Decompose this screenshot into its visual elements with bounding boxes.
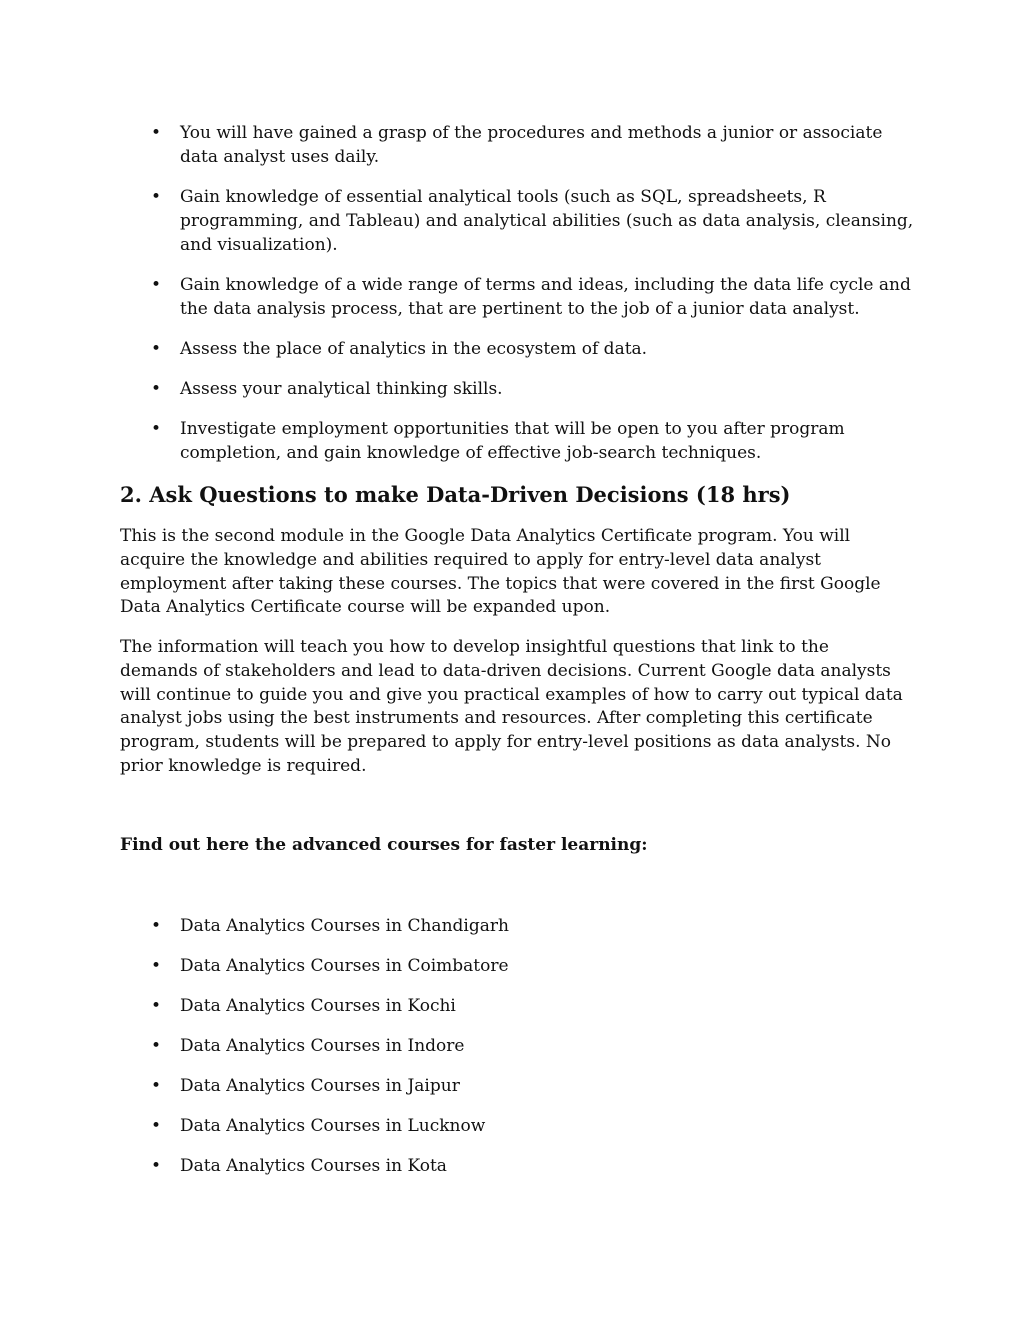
list-item — [0, 994, 1024, 1018]
bullet-icon: • — [151, 956, 162, 976]
list-item — [0, 954, 1024, 978]
bullet-icon: • — [151, 996, 162, 1016]
list-item-text: Gain knowledge of essential analytical tools (such as SQL, spreadsheets, R programming, and Tableau) and analytical abilities (such as data analysis, cleansing, and visualization). — [180, 187, 914, 255]
bullet-icon: • — [151, 187, 162, 207]
course-link[interactable]: Data Analytics Courses in Kota — [180, 1156, 447, 1176]
list-item — [0, 1074, 1024, 1098]
list-item — [0, 337, 1024, 361]
outcomes-list — [0, 121, 1024, 481]
course-link[interactable]: Data Analytics Courses in Indore — [180, 1036, 465, 1056]
advanced-courses-heading: Find out here the advanced courses for faster learning: — [120, 835, 648, 855]
list-item — [0, 121, 1024, 169]
bullet-icon: • — [151, 123, 162, 143]
list-item — [0, 1154, 1024, 1178]
list-item-text: Assess your analytical thinking skills. — [180, 379, 503, 399]
bullet-icon: • — [151, 916, 162, 936]
course-link[interactable]: Data Analytics Courses in Chandigarh — [180, 916, 509, 936]
list-item-text: Gain knowledge of a wide range of terms and ideas, including the data life cycle and the data analysis process, that are pertinent to the job of a junior data analyst. — [180, 275, 911, 319]
bullet-icon: • — [151, 1156, 162, 1176]
section-paragraph-1: This is the second module in the Google Data Analytics Certificate program. You will acquire the knowledge and abilities required to apply for entry-level data analyst employment after taking these courses. The topics that were covered in the first Google Data Analytics Certificate course will be expanded upon. — [120, 526, 881, 618]
list-item — [0, 273, 1024, 321]
bullet-icon: • — [151, 1076, 162, 1096]
bullet-icon: • — [151, 1116, 162, 1136]
list-item — [0, 377, 1024, 401]
bullet-icon: • — [151, 419, 162, 439]
course-link[interactable]: Data Analytics Courses in Lucknow — [180, 1116, 486, 1136]
list-item-text: Assess the place of analytics in the ecosystem of data. — [180, 339, 648, 359]
course-link[interactable]: Data Analytics Courses in Kochi — [180, 996, 456, 1016]
bullet-icon: • — [151, 1036, 162, 1056]
list-item — [0, 1114, 1024, 1138]
bullet-icon: • — [151, 275, 162, 295]
bullet-icon: • — [151, 339, 162, 359]
list-item — [0, 914, 1024, 938]
bullet-icon: • — [151, 379, 162, 399]
list-item — [0, 417, 1024, 465]
list-item — [0, 1034, 1024, 1058]
section-heading: 2. Ask Questions to make Data-Driven Decisions (18 hrs) — [120, 482, 791, 507]
list-item-text: You will have gained a grasp of the procedures and methods a junior or associate data analyst uses daily. — [180, 123, 883, 167]
list-item-text: Investigate employment opportunities that will be open to you after program completion, and gain knowledge of effective job-search techniques. — [180, 419, 845, 463]
course-link[interactable]: Data Analytics Courses in Jaipur — [180, 1076, 460, 1096]
course-link[interactable]: Data Analytics Courses in Coimbatore — [180, 956, 509, 976]
section-paragraph-2: The information will teach you how to develop insightful questions that link to the demands of stakeholders and lead to data-driven decisions. Current Google data analysts will continue to guide you and give you practical examples of how to carry out typical data analyst jobs using the best instruments and resources. After completing this certificate program, students will be prepared to apply for entry-level positions as data analysts. No prior knowledge is required. — [120, 637, 903, 776]
course-links-list — [0, 914, 1024, 1194]
list-item — [0, 185, 1024, 257]
